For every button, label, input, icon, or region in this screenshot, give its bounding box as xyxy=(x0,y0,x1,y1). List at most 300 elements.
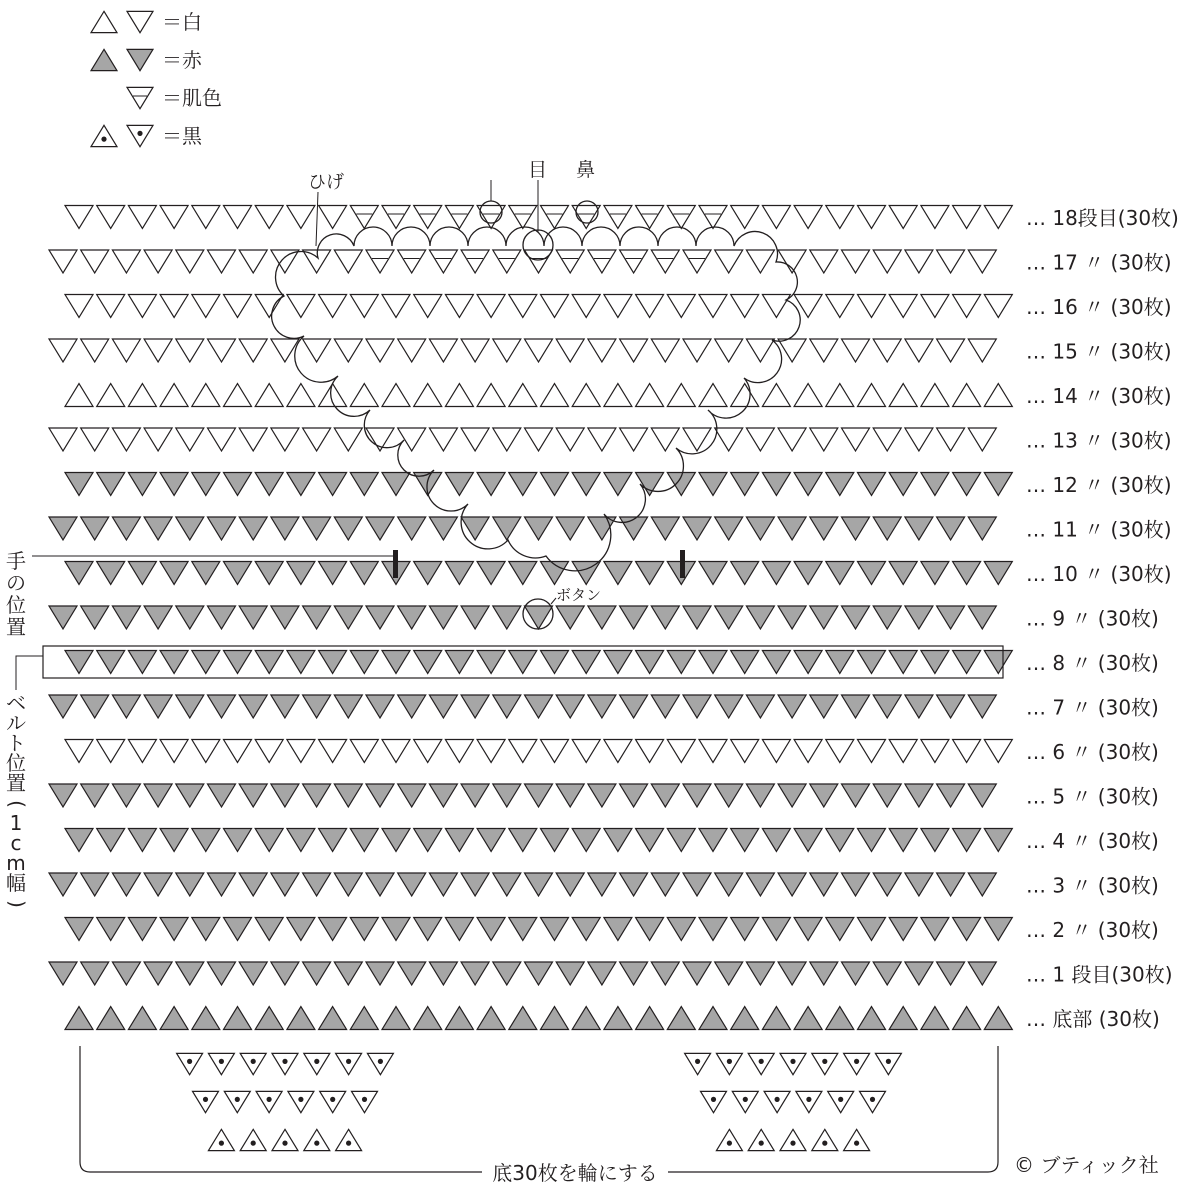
white-triangle xyxy=(445,740,473,763)
red-triangle xyxy=(889,651,917,674)
red-triangle xyxy=(192,562,220,585)
red-triangle xyxy=(334,517,362,540)
black-triangle xyxy=(844,1129,870,1150)
red-triangle xyxy=(414,651,442,674)
red-triangle xyxy=(509,651,537,674)
red-triangle xyxy=(429,695,457,718)
white-triangle xyxy=(810,250,838,273)
side-annotations xyxy=(5,549,29,908)
red-triangle xyxy=(176,695,204,718)
red-triangle xyxy=(477,918,505,941)
red-triangle xyxy=(826,473,854,496)
row xyxy=(49,428,996,451)
red-triangle xyxy=(224,651,252,674)
black-dot xyxy=(743,1097,748,1102)
white-triangle xyxy=(144,339,172,362)
red-triangle xyxy=(921,473,949,496)
red-triangle xyxy=(746,695,774,718)
black-triangle xyxy=(336,1129,362,1150)
white-triangle xyxy=(128,295,156,318)
black-dot xyxy=(727,1059,732,1064)
red-triangle xyxy=(826,829,854,852)
red-triangle xyxy=(842,606,870,629)
red-triangle xyxy=(112,873,140,896)
white-triangle xyxy=(889,206,917,229)
white-triangle xyxy=(65,206,93,229)
white-triangle xyxy=(128,384,156,407)
white-triangle xyxy=(921,206,949,229)
white-triangle xyxy=(303,250,331,273)
red-triangle xyxy=(556,784,584,807)
row xyxy=(65,740,1012,763)
white-triangle xyxy=(588,428,616,451)
red-triangle xyxy=(525,784,553,807)
red-triangle xyxy=(398,962,426,985)
red-triangle xyxy=(889,473,917,496)
red-triangle xyxy=(128,1007,156,1030)
white-triangle xyxy=(683,428,711,451)
red-triangle xyxy=(97,918,125,941)
red-triangle xyxy=(176,784,204,807)
skin-triangle xyxy=(398,250,426,273)
red-triangle xyxy=(651,606,679,629)
red-triangle xyxy=(509,1007,537,1030)
belt-position-label xyxy=(5,691,29,908)
white-triangle xyxy=(160,295,188,318)
row-label: … 5 〃 (30枚) xyxy=(1026,784,1159,809)
white-triangle xyxy=(715,428,743,451)
row xyxy=(65,1007,1012,1030)
white-triangle xyxy=(921,740,949,763)
red-triangle xyxy=(176,962,204,985)
red-triangle xyxy=(651,517,679,540)
red-triangle xyxy=(239,517,267,540)
white-triangle xyxy=(81,250,109,273)
legend-label: ＝肌色 xyxy=(162,86,222,110)
white-triangle xyxy=(968,428,996,451)
red-triangle xyxy=(556,695,584,718)
red-triangle xyxy=(128,562,156,585)
row xyxy=(49,250,996,273)
black-triangle xyxy=(208,1129,234,1150)
skin-triangle xyxy=(414,206,442,229)
red-triangle xyxy=(905,606,933,629)
white-triangle xyxy=(525,428,553,451)
row-label: … 4 〃 (30枚) xyxy=(1026,829,1159,853)
skin-triangle xyxy=(350,206,378,229)
red-triangle xyxy=(778,695,806,718)
red-triangle xyxy=(350,562,378,585)
black-dot xyxy=(346,1141,351,1146)
white-triangle xyxy=(287,206,315,229)
red-triangle xyxy=(572,829,600,852)
red-triangle xyxy=(319,829,347,852)
red-triangle xyxy=(128,651,156,674)
white-triangle xyxy=(176,339,204,362)
red-triangle xyxy=(160,918,188,941)
row-label: … 3 〃 (30枚) xyxy=(1026,873,1159,898)
white-triangle xyxy=(572,295,600,318)
red-triangle xyxy=(731,473,759,496)
white-triangle xyxy=(794,295,822,318)
red-triangle xyxy=(81,873,109,896)
red-triangle xyxy=(382,1007,410,1030)
row-label: … 底部 (30枚) xyxy=(1026,1007,1160,1031)
red-triangle xyxy=(192,473,220,496)
red-triangle xyxy=(842,695,870,718)
red-triangle xyxy=(366,962,394,985)
black-triangle xyxy=(780,1129,806,1150)
white-triangle xyxy=(128,206,156,229)
red-triangle xyxy=(905,695,933,718)
red-triangle xyxy=(604,1007,632,1030)
legend-triangle-down xyxy=(127,49,153,70)
white-triangle xyxy=(794,206,822,229)
red-triangle xyxy=(699,651,727,674)
black-dot xyxy=(854,1059,859,1064)
red-triangle xyxy=(525,695,553,718)
red-triangle xyxy=(889,829,917,852)
vertical-char: 1 xyxy=(9,811,23,835)
red-triangle xyxy=(984,1007,1012,1030)
black-dot xyxy=(314,1141,319,1146)
row-label: … 9 〃 (30枚) xyxy=(1026,606,1159,631)
red-triangle xyxy=(255,562,283,585)
skin-triangle xyxy=(620,250,648,273)
white-triangle xyxy=(65,384,93,407)
white-triangle xyxy=(778,339,806,362)
red-triangle xyxy=(525,517,553,540)
white-triangle xyxy=(192,295,220,318)
white-triangle xyxy=(636,295,664,318)
black-dot xyxy=(759,1141,764,1146)
row xyxy=(65,295,1012,318)
black-dot xyxy=(822,1141,827,1146)
red-triangle xyxy=(366,517,394,540)
row xyxy=(49,606,996,629)
red-triangle xyxy=(746,873,774,896)
red-triangle xyxy=(826,918,854,941)
white-triangle xyxy=(398,339,426,362)
red-triangle xyxy=(176,606,204,629)
red-triangle xyxy=(842,962,870,985)
white-triangle xyxy=(65,295,93,318)
legend-triangle-down xyxy=(127,11,153,32)
white-triangle xyxy=(746,250,774,273)
red-triangle xyxy=(778,962,806,985)
red-triangle xyxy=(319,918,347,941)
red-triangle xyxy=(858,829,886,852)
red-triangle xyxy=(144,784,172,807)
red-triangle xyxy=(271,784,299,807)
red-triangle xyxy=(604,918,632,941)
white-triangle xyxy=(794,740,822,763)
legend-red xyxy=(91,48,203,72)
red-triangle xyxy=(334,784,362,807)
red-triangle xyxy=(287,473,315,496)
black-dot xyxy=(790,1059,795,1064)
red-triangle xyxy=(937,695,965,718)
red-triangle xyxy=(493,962,521,985)
black-dot xyxy=(203,1097,208,1102)
white-triangle xyxy=(224,384,252,407)
white-triangle xyxy=(176,428,204,451)
white-triangle xyxy=(382,295,410,318)
vertical-char: 置 xyxy=(6,615,26,639)
row-label: … 10 〃 (30枚) xyxy=(1026,562,1172,586)
legend-black xyxy=(91,124,203,148)
white-triangle xyxy=(239,250,267,273)
red-triangle xyxy=(144,606,172,629)
red-triangle xyxy=(984,473,1012,496)
black-dot xyxy=(854,1141,859,1146)
red-triangle xyxy=(97,1007,125,1030)
red-triangle xyxy=(556,606,584,629)
red-triangle xyxy=(398,695,426,718)
red-triangle xyxy=(968,606,996,629)
white-triangle xyxy=(350,384,378,407)
red-triangle xyxy=(762,829,790,852)
skin-triangle xyxy=(556,250,584,273)
red-triangle xyxy=(429,962,457,985)
red-triangle xyxy=(429,873,457,896)
red-triangle xyxy=(65,651,93,674)
row-label: … 14 〃 (30枚) xyxy=(1026,384,1172,408)
black-dot xyxy=(822,1059,827,1064)
white-triangle xyxy=(160,384,188,407)
skin-triangle xyxy=(509,206,537,229)
red-triangle xyxy=(509,829,537,852)
red-triangle xyxy=(620,873,648,896)
red-triangle xyxy=(287,651,315,674)
copyright-label: © ブティック社 xyxy=(1014,1153,1159,1177)
white-triangle xyxy=(414,740,442,763)
red-triangle xyxy=(334,873,362,896)
white-triangle xyxy=(746,339,774,362)
red-triangle xyxy=(398,873,426,896)
red-triangle xyxy=(541,1007,569,1030)
white-triangle xyxy=(794,384,822,407)
red-triangle xyxy=(144,873,172,896)
red-triangle xyxy=(366,695,394,718)
red-triangle xyxy=(826,562,854,585)
red-triangle xyxy=(731,651,759,674)
row xyxy=(65,829,1012,852)
red-triangle xyxy=(858,918,886,941)
black-triangle xyxy=(304,1129,330,1150)
red-triangle xyxy=(382,918,410,941)
red-triangle xyxy=(49,873,77,896)
white-triangle xyxy=(762,206,790,229)
row-label: … 15 〃 (30枚) xyxy=(1026,339,1172,364)
red-triangle xyxy=(572,562,600,585)
skin-triangle xyxy=(525,250,553,273)
red-triangle xyxy=(636,651,664,674)
red-triangle xyxy=(683,873,711,896)
white-triangle xyxy=(921,295,949,318)
white-triangle xyxy=(81,339,109,362)
vertical-char: ベ xyxy=(6,691,26,715)
red-triangle xyxy=(620,517,648,540)
red-triangle xyxy=(604,651,632,674)
red-triangle xyxy=(445,1007,473,1030)
white-triangle xyxy=(937,339,965,362)
red-triangle xyxy=(683,962,711,985)
red-triangle xyxy=(953,562,981,585)
white-triangle xyxy=(97,384,125,407)
white-triangle xyxy=(271,250,299,273)
black-dot xyxy=(187,1059,192,1064)
red-triangle xyxy=(968,784,996,807)
white-triangle xyxy=(858,206,886,229)
white-triangle xyxy=(461,428,489,451)
white-triangle xyxy=(953,384,981,407)
white-triangle xyxy=(826,740,854,763)
red-triangle xyxy=(572,473,600,496)
white-triangle xyxy=(208,339,236,362)
skin-triangle xyxy=(429,250,457,273)
red-triangle xyxy=(636,918,664,941)
white-triangle xyxy=(493,339,521,362)
red-triangle xyxy=(588,873,616,896)
vertical-char: ) xyxy=(5,900,29,908)
row xyxy=(49,339,996,362)
black-dot xyxy=(267,1097,272,1102)
red-triangle xyxy=(858,1007,886,1030)
red-triangle xyxy=(762,651,790,674)
red-triangle xyxy=(636,1007,664,1030)
white-triangle xyxy=(303,428,331,451)
white-triangle xyxy=(731,295,759,318)
red-triangle xyxy=(937,962,965,985)
white-triangle xyxy=(667,740,695,763)
white-triangle xyxy=(636,740,664,763)
red-triangle xyxy=(112,695,140,718)
red-triangle xyxy=(778,784,806,807)
boot-right xyxy=(685,1053,902,1150)
white-triangle xyxy=(921,384,949,407)
red-triangle xyxy=(509,473,537,496)
vertical-char: の xyxy=(6,571,26,595)
red-triangle xyxy=(953,473,981,496)
white-triangle xyxy=(667,295,695,318)
red-triangle xyxy=(398,517,426,540)
red-triangle xyxy=(49,606,77,629)
black-dot xyxy=(806,1097,811,1102)
white-triangle xyxy=(699,384,727,407)
red-triangle xyxy=(921,918,949,941)
vertical-char: ル xyxy=(6,711,26,735)
skin-triangle xyxy=(636,206,664,229)
red-triangle xyxy=(541,651,569,674)
red-triangle xyxy=(49,962,77,985)
white-triangle xyxy=(192,384,220,407)
white-triangle xyxy=(715,250,743,273)
row-labels xyxy=(1026,206,1179,1031)
red-triangle xyxy=(255,651,283,674)
skin-triangle xyxy=(667,206,695,229)
red-triangle xyxy=(937,606,965,629)
white-triangle xyxy=(873,339,901,362)
white-triangle xyxy=(509,384,537,407)
black-dot xyxy=(790,1141,795,1146)
red-triangle xyxy=(65,473,93,496)
red-triangle xyxy=(334,606,362,629)
red-triangle xyxy=(160,829,188,852)
hand-position-label xyxy=(6,549,26,639)
red-triangle xyxy=(731,1007,759,1030)
white-triangle xyxy=(905,250,933,273)
red-triangle xyxy=(715,784,743,807)
white-triangle xyxy=(984,295,1012,318)
white-triangle xyxy=(350,740,378,763)
white-triangle xyxy=(873,428,901,451)
red-triangle xyxy=(699,918,727,941)
red-triangle xyxy=(319,473,347,496)
row-label: … 17 〃 (30枚) xyxy=(1026,250,1172,275)
red-triangle xyxy=(715,873,743,896)
red-triangle xyxy=(160,651,188,674)
red-triangle xyxy=(937,873,965,896)
black-triangle xyxy=(272,1129,298,1150)
black-dot xyxy=(870,1097,875,1102)
red-triangle xyxy=(889,918,917,941)
black-dot xyxy=(711,1097,716,1102)
white-triangle xyxy=(255,384,283,407)
red-triangle xyxy=(541,829,569,852)
red-triangle xyxy=(620,606,648,629)
red-triangle xyxy=(271,606,299,629)
white-triangle xyxy=(112,428,140,451)
red-triangle xyxy=(445,562,473,585)
red-triangle xyxy=(271,873,299,896)
black-dot xyxy=(251,1141,256,1146)
red-triangle xyxy=(699,562,727,585)
white-triangle xyxy=(429,428,457,451)
red-triangle xyxy=(49,517,77,540)
red-triangle xyxy=(762,918,790,941)
red-triangle xyxy=(905,873,933,896)
black-dot xyxy=(886,1059,891,1064)
red-triangle xyxy=(873,784,901,807)
white-triangle xyxy=(826,295,854,318)
base-label: 底30枚を輪にする xyxy=(492,1161,658,1185)
skin-triangle xyxy=(541,206,569,229)
red-triangle xyxy=(239,873,267,896)
red-triangle xyxy=(778,517,806,540)
red-triangle xyxy=(731,918,759,941)
white-triangle xyxy=(319,295,347,318)
black-dot xyxy=(378,1059,383,1064)
white-triangle xyxy=(477,384,505,407)
white-triangle xyxy=(556,339,584,362)
red-triangle xyxy=(81,962,109,985)
white-triangle xyxy=(731,384,759,407)
red-triangle xyxy=(224,1007,252,1030)
red-triangle xyxy=(97,473,125,496)
red-triangle xyxy=(588,695,616,718)
hand-marker-left xyxy=(393,550,398,578)
red-triangle xyxy=(858,473,886,496)
black-dot xyxy=(695,1059,700,1064)
black-dot xyxy=(235,1097,240,1102)
red-triangle xyxy=(398,784,426,807)
red-triangle xyxy=(921,651,949,674)
beard-label: ひげ xyxy=(308,172,344,193)
white-triangle xyxy=(224,206,252,229)
vertical-char: 置 xyxy=(6,771,26,795)
white-triangle xyxy=(858,384,886,407)
